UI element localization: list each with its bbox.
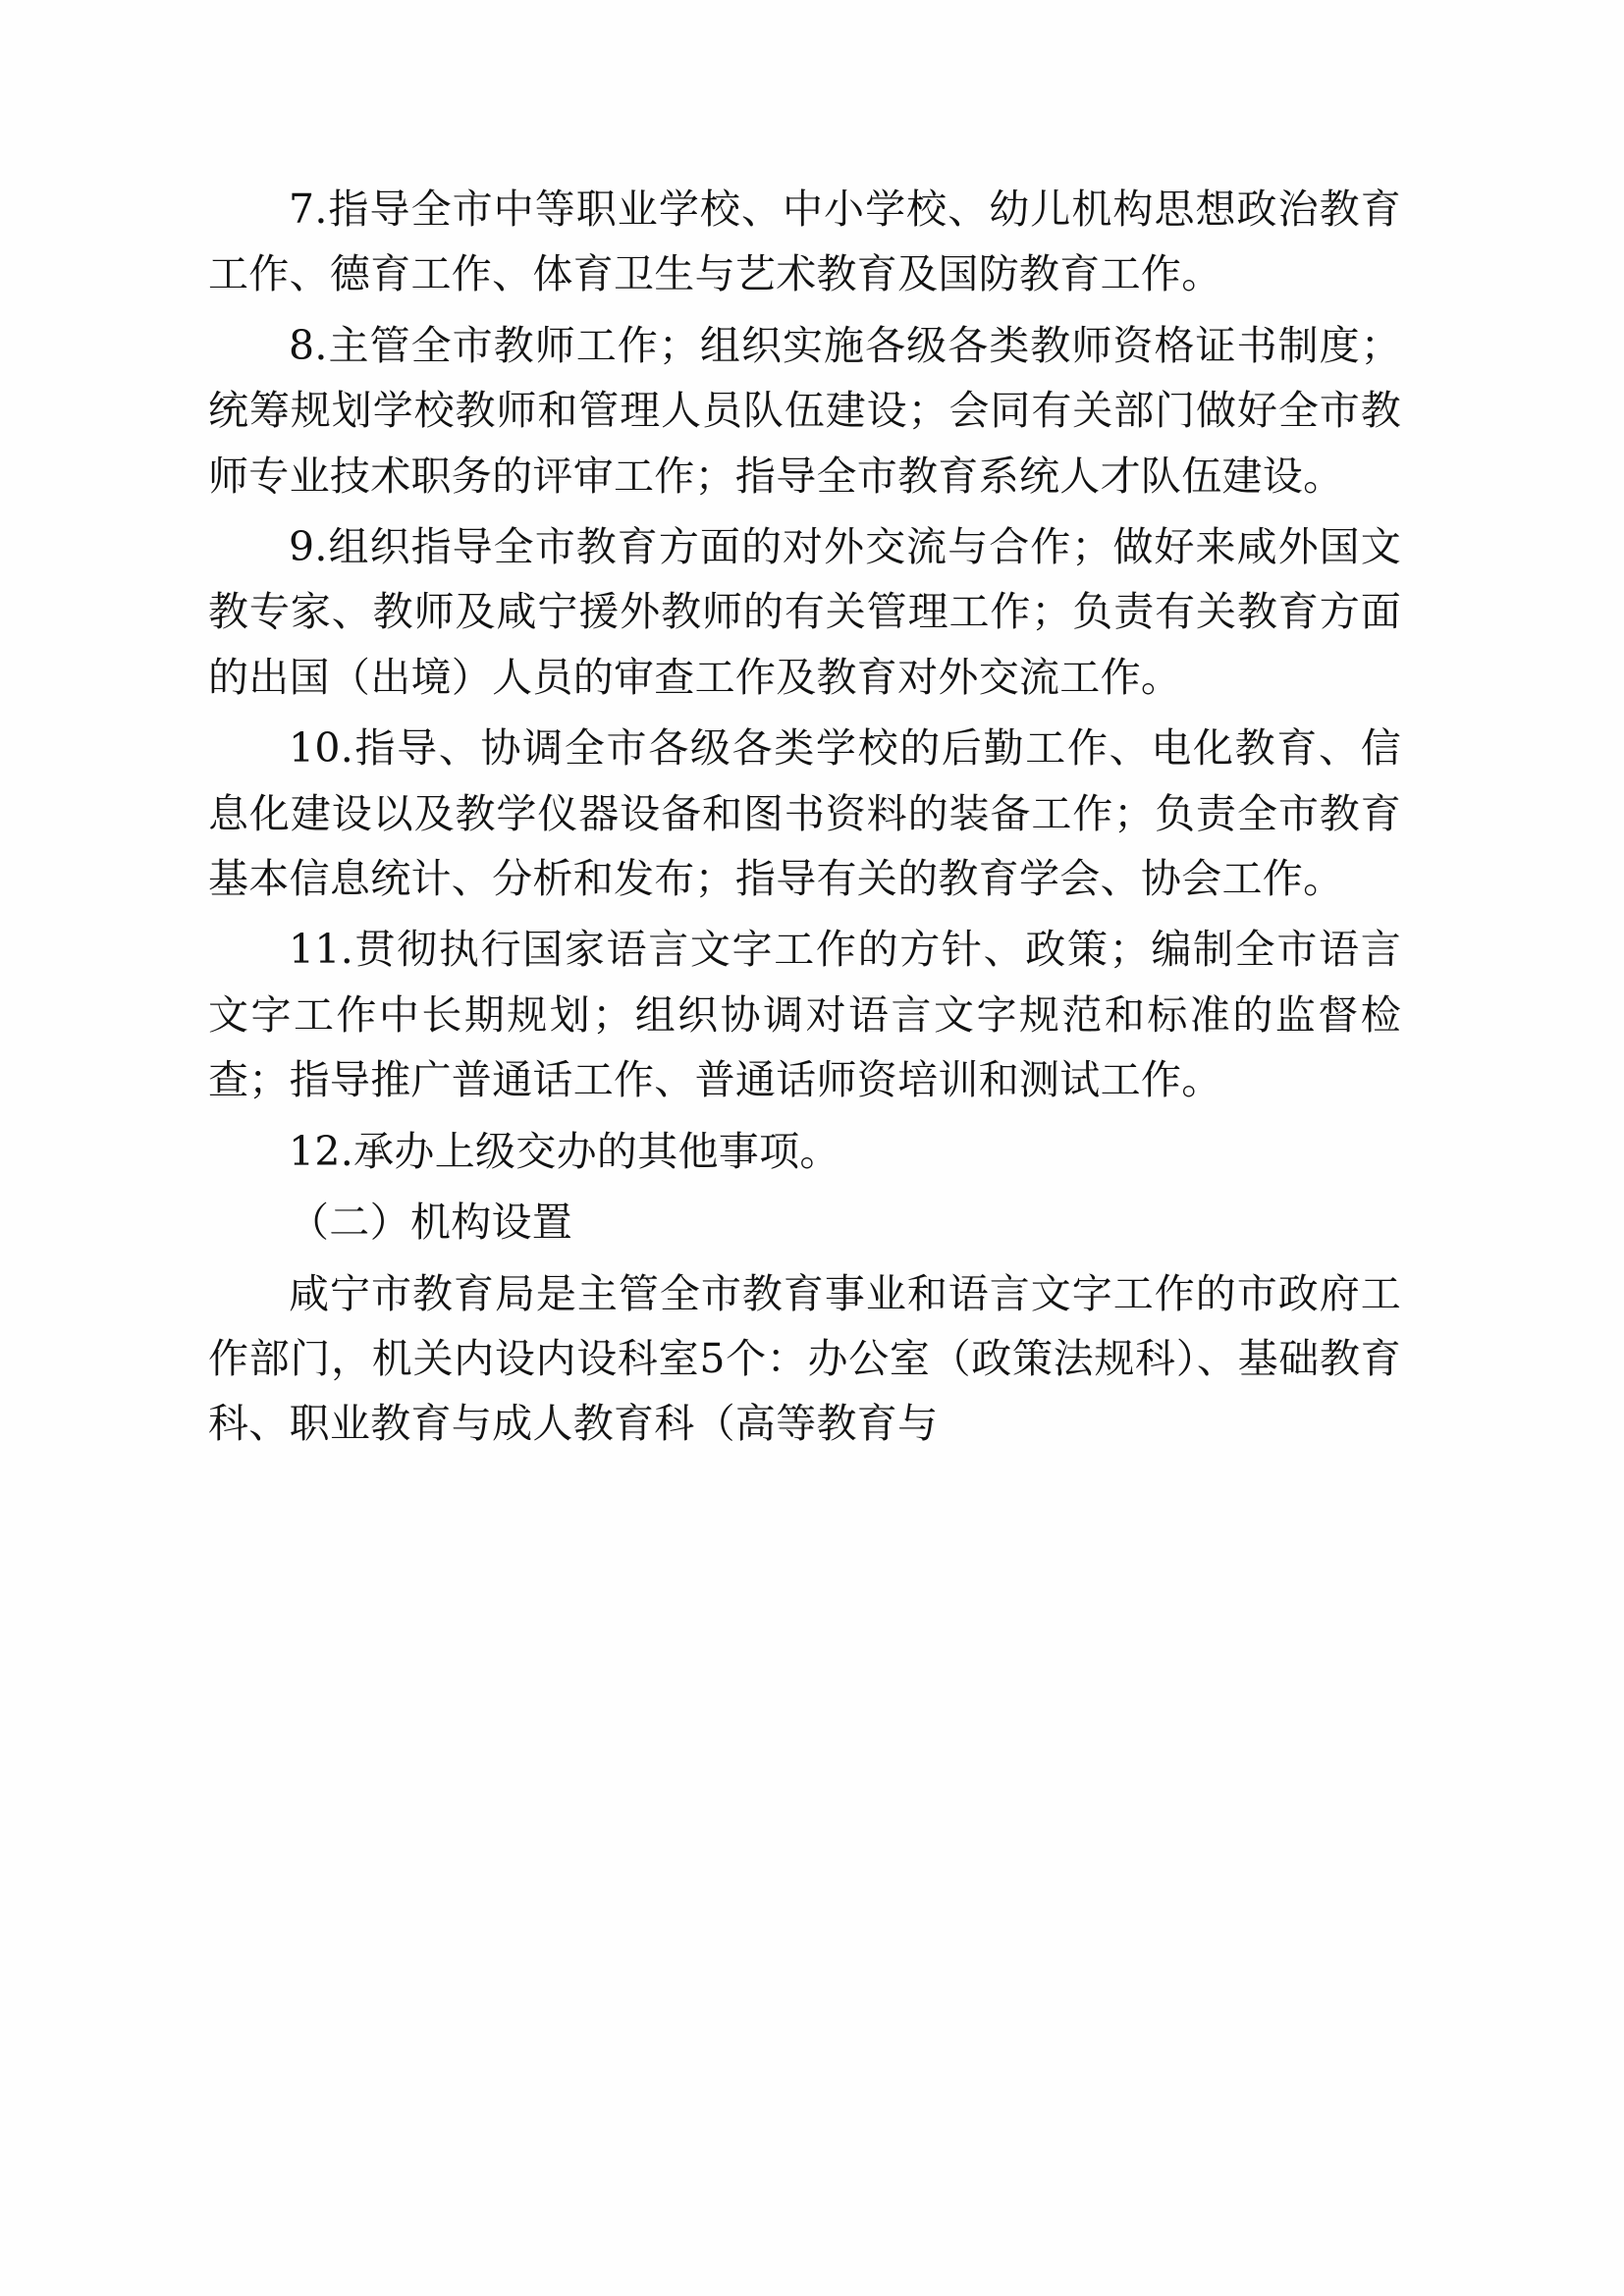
paragraph-organization-setup-body: 咸宁市教育局是主管全市教育事业和语言文字工作的市政府工作部门，机关内设内设科室5个：办公室（政策法规科）、基础教育科、职业教育与成人教育科（高等教育与 <box>208 1269 1401 1448</box>
section-heading-organization-setup: （二）机构设置 <box>289 1199 573 1247</box>
document-body <box>208 177 1401 1457</box>
paragraph-item-8: 8.主管全市教师工作；组织实施各级各类教师资格证书制度；统筹规划学校教师和管理人员队伍建设；会同有关部门做好全市教师专业技术职务的评审工作；指导全市教育系统人才队伍建设。 <box>208 321 1401 500</box>
paragraph-item-11: 11.贯彻执行国家语言文字工作的方针、政策；编制全市语言文字工作中长期规划；组织协调对语言文字规范和标准的监督检查；指导推广普通话工作、普通话师资培训和测试工作。 <box>208 926 1401 1104</box>
paragraph-item-9: 9.组织指导全市教育方面的对外交流与合作；做好来咸外国文教专家、教师及咸宁援外教师的有关管理工作；负责有关教育方面的出国（出境）人员的审查工作及教育对外交流工作。 <box>208 523 1401 701</box>
paragraph-item-7: 7.指导全市中等职业学校、中小学校、幼儿机构思想政治教育工作、德育工作、体育卫生与艺术教育及国防教育工作。 <box>208 186 1401 298</box>
paragraph-item-10: 10.指导、协调全市各级各类学校的后勤工作、电化教育、信息化建设以及教学仪器设备和图书资料的装备工作；负责全市教育基本信息统计、分析和发布；指导有关的教育学会、协会工作。 <box>208 724 1401 903</box>
paragraph-item-12: 12.承办上级交办的其他事项。 <box>289 1127 840 1175</box>
